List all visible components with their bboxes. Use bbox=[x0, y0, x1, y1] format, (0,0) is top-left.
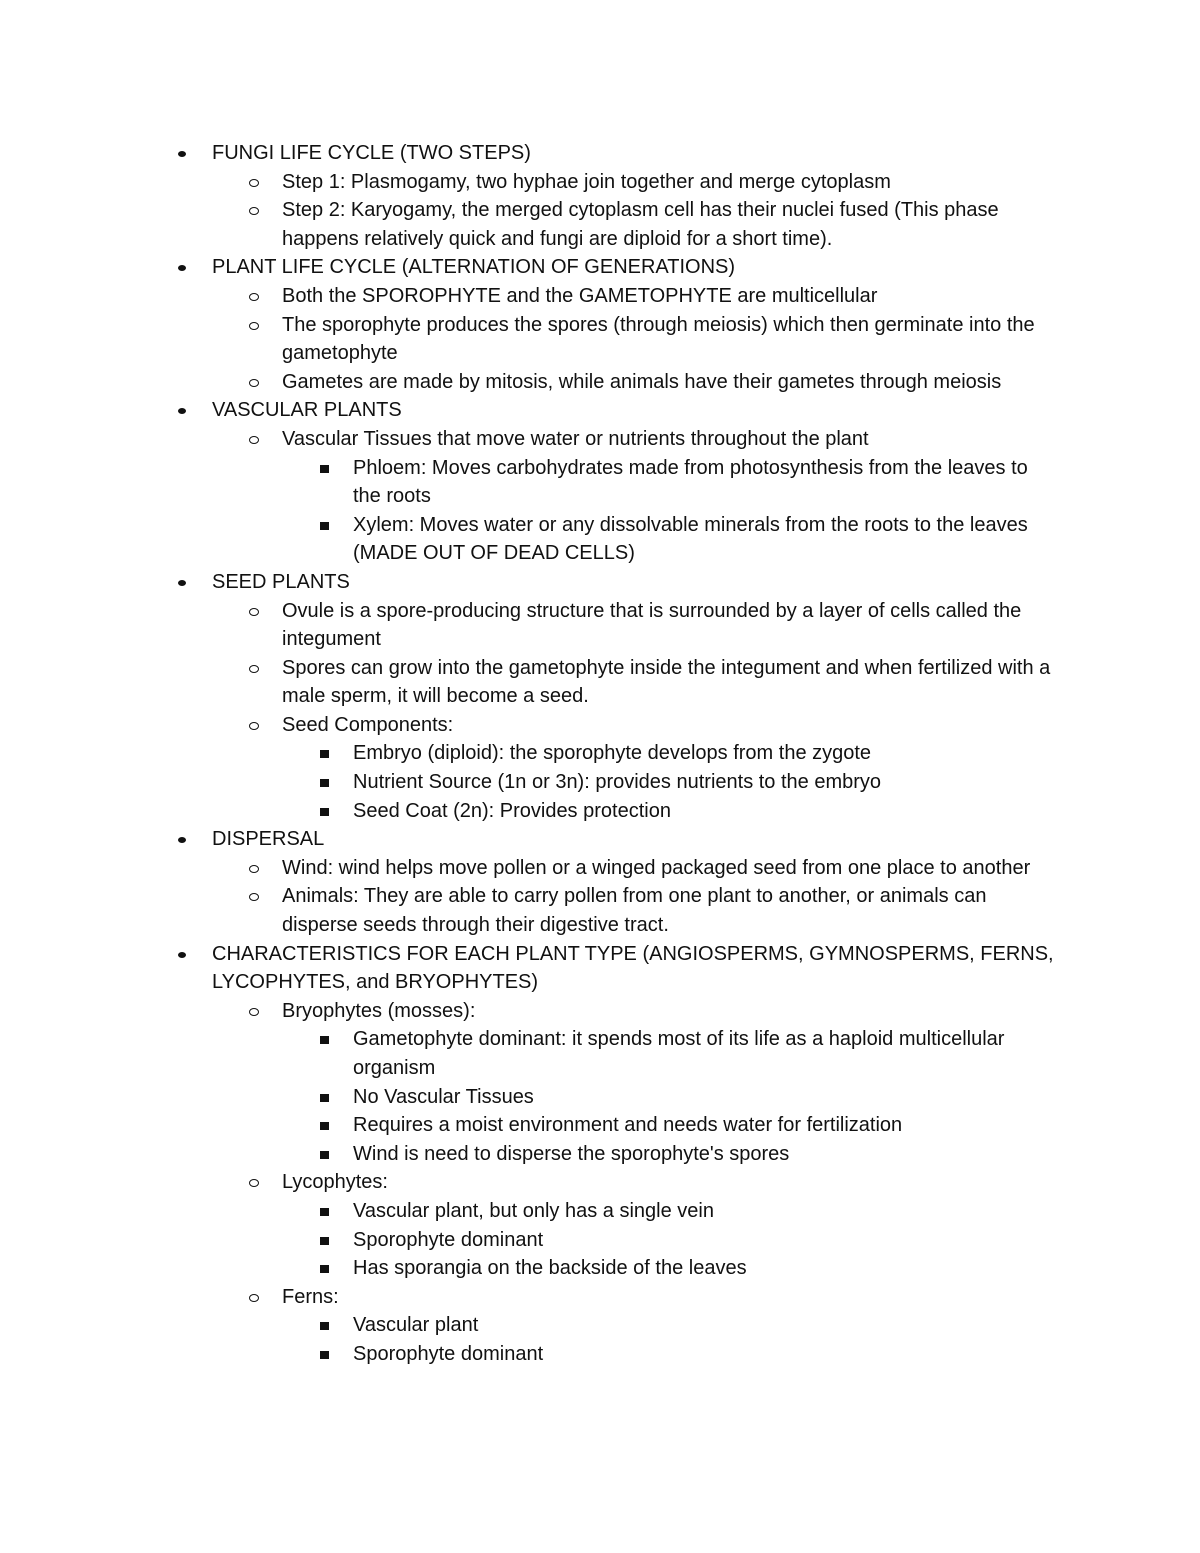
sub-bullet-item bbox=[0, 311, 1058, 368]
heading-bullet-item bbox=[0, 568, 1058, 597]
sub-bullet-item bbox=[0, 1283, 1058, 1312]
bullet-text: SEED PLANTS bbox=[212, 570, 350, 593]
bullet-text: Step 2: Karyogamy, the merged cytoplasm cell has their nuclei fused (This phase happens relatively quick and fungi are diploid for a short time). bbox=[282, 199, 999, 250]
bullet-text: Sporophyte dominant bbox=[353, 1228, 544, 1251]
sub-sub-bullet-item bbox=[0, 1111, 1058, 1140]
sub-sub-bullet-item bbox=[0, 1340, 1058, 1369]
sub-bullet-item bbox=[0, 597, 1058, 654]
bullet-text: Lycophytes: bbox=[282, 1171, 388, 1194]
bullet-text: Vascular plant bbox=[353, 1314, 479, 1337]
bullet-text: Vascular Tissues that move water or nutrients throughout the plant bbox=[282, 427, 869, 450]
heading-bullet-item bbox=[0, 139, 1058, 168]
heading-bullet-item bbox=[0, 940, 1058, 997]
bullet-text: FUNGI LIFE CYCLE (TWO STEPS) bbox=[212, 142, 531, 164]
bullet-text: Requires a moist environment and needs water for fertilization bbox=[353, 1114, 903, 1137]
heading-bullet-item bbox=[0, 253, 1058, 282]
sub-bullet-item bbox=[0, 654, 1058, 711]
bullet-text: Xylem: Moves water or any dissolvable minerals from the roots to the leaves (MADE OUT OF DEAD CELLS) bbox=[353, 513, 1028, 565]
bullet-text: Ferns: bbox=[282, 1285, 339, 1308]
sub-sub-bullet-item bbox=[0, 1083, 1058, 1112]
bullet-text: Embryo (diploid): the sporophyte develops from the zygote bbox=[353, 742, 872, 765]
sub-bullet-item bbox=[0, 1168, 1058, 1197]
bullet-text: Seed Coat (2n): Provides protection bbox=[353, 799, 671, 822]
bullet-text: Sporophyte dominant bbox=[353, 1342, 544, 1365]
bullet-text: Wind: wind helps move pollen or a winged packaged seed from one place to another bbox=[282, 856, 1031, 879]
bullet-text: Bryophytes (mosses): bbox=[282, 999, 476, 1022]
bullet-text: Step 1: Plasmogamy, two hyphae join together and merge cytoplasm bbox=[282, 170, 891, 193]
bullet-text: Gametes are made by mitosis, while animals have their gametes through meiosis bbox=[282, 370, 1002, 393]
bullet-text: Animals: They are able to carry pollen from one plant to another, or animals can disperse seeds through their digestive tract. bbox=[282, 885, 987, 937]
sub-bullet-item bbox=[0, 997, 1058, 1026]
bullet-text: No Vascular Tissues bbox=[353, 1085, 534, 1108]
heading-bullet-item bbox=[0, 825, 1058, 854]
sub-bullet-item bbox=[0, 425, 1058, 454]
bullet-text: Vascular plant, but only has a single vein bbox=[353, 1199, 714, 1222]
heading-bullet-item bbox=[0, 396, 1058, 425]
sub-sub-bullet-item bbox=[0, 739, 1058, 768]
sub-sub-bullet-item bbox=[0, 1254, 1058, 1283]
sub-bullet-item bbox=[0, 854, 1058, 883]
bullet-text: Spores can grow into the gametophyte inside the integument and when fertilized with a male sperm, it will become a seed. bbox=[282, 656, 1051, 708]
bullet-text: Nutrient Source (1n or 3n): provides nutrients to the embryo bbox=[353, 771, 882, 794]
bullet-text: Both the SPOROPHYTE and the GAMETOPHYTE are multicellular bbox=[282, 284, 878, 307]
sub-bullet-item bbox=[0, 368, 1058, 397]
bullet-text: PLANT LIFE CYCLE (ALTERNATION OF GENERATIONS) bbox=[212, 256, 736, 279]
bullet-text: Ovule is a spore-producing structure that is surrounded by a layer of cells called the integument bbox=[282, 599, 1022, 651]
sub-sub-bullet-item bbox=[0, 1140, 1058, 1169]
sub-sub-bullet-item bbox=[0, 1311, 1058, 1340]
bullet-text: Has sporangia on the backside of the leaves bbox=[353, 1257, 747, 1280]
sub-sub-bullet-item bbox=[0, 768, 1058, 797]
bullet-text: Seed Components: bbox=[282, 713, 454, 736]
bullet-text: VASCULAR PLANTS bbox=[212, 399, 402, 422]
sub-bullet-item bbox=[0, 168, 1058, 197]
sub-bullet-item bbox=[0, 196, 1058, 253]
sub-sub-bullet-item bbox=[0, 1025, 1058, 1082]
sub-bullet-item bbox=[0, 882, 1058, 939]
sub-sub-bullet-item bbox=[0, 797, 1058, 826]
sub-sub-bullet-item bbox=[0, 454, 1058, 511]
sub-sub-bullet-item bbox=[0, 1197, 1058, 1226]
bullet-text: DISPERSAL bbox=[212, 828, 325, 851]
bullet-text: Wind is need to disperse the sporophyte's spores bbox=[353, 1142, 790, 1165]
bullet-text: Gametophyte dominant: it spends most of its life as a haploid multicellular organism bbox=[353, 1028, 1005, 1079]
bullet-text: The sporophyte produces the spores (through meiosis) which then germinate into the gametophyte bbox=[282, 313, 1035, 365]
sub-bullet-item bbox=[0, 282, 1058, 311]
bullet-text: Phloem: Moves carbohydrates made from photosynthesis from the leaves to the roots bbox=[353, 456, 1028, 508]
notes-list bbox=[0, 139, 1200, 1369]
bullet-text: CHARACTERISTICS FOR EACH PLANT TYPE (ANGIOSPERMS, GYMNOSPERMS, FERNS, LYCOPHYTES, and BRYOPHYTES) bbox=[212, 942, 1054, 994]
sub-bullet-item bbox=[0, 711, 1058, 740]
sub-sub-bullet-item bbox=[0, 1226, 1058, 1255]
sub-sub-bullet-item bbox=[0, 511, 1058, 568]
